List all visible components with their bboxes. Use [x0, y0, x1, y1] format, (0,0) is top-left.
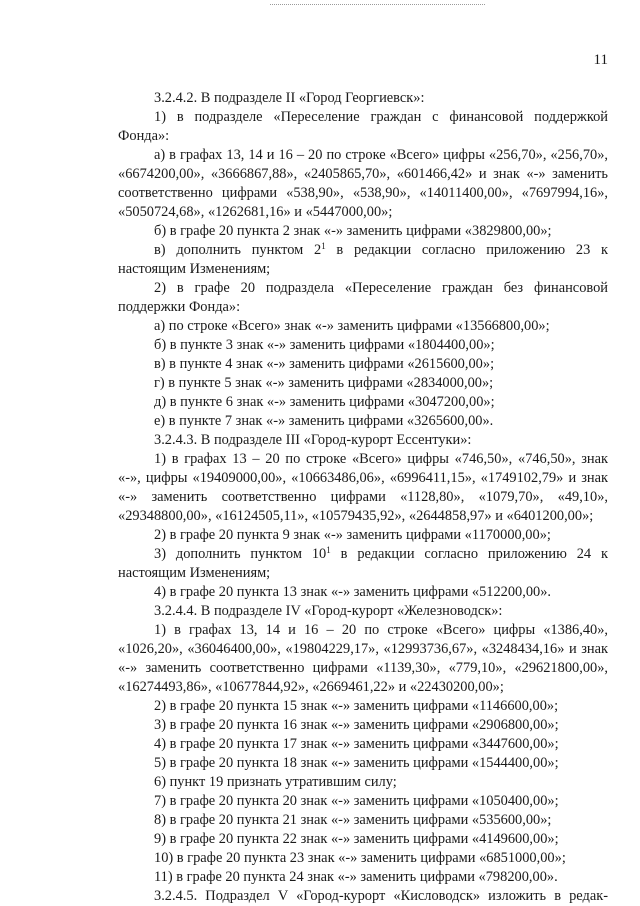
paragraph-text: 2) в графе 20 пункта 9 знак «-» заменить цифрами «1170000,00»;	[154, 527, 551, 543]
paragraph	[118, 811, 608, 830]
paragraph-text: 2) в графе 20 подраздела «Переселение граждан без финансовой поддержки Фонда»:	[118, 280, 608, 315]
paragraph-text: 3.2.4.4. В подразделе IV «Город-курорт «Железноводск»:	[154, 603, 503, 619]
paragraph	[118, 412, 608, 431]
paragraph	[118, 355, 608, 374]
paragraph	[118, 716, 608, 735]
paragraph-text: 2) в графе 20 пункта 15 знак «-» заменить цифрами «1146600,00»;	[154, 698, 559, 714]
paragraph-text: б) в графе 20 пункта 2 знак «-» заменить цифрами «3829800,00»;	[154, 223, 552, 239]
paragraph-text: 1) в подразделе «Переселение граждан с финансовой поддержкой Фонда»:	[118, 109, 608, 144]
paragraph-text: в) в пункте 4 знак «-» заменить цифрами «2615600,00»;	[154, 356, 495, 372]
superscript: 1	[321, 241, 326, 251]
paragraph	[118, 545, 608, 583]
paragraph	[118, 108, 608, 146]
paragraph-text: е) в пункте 7 знак «-» заменить цифрами «3265600,00».	[154, 413, 494, 429]
paragraph	[118, 431, 608, 450]
paragraph	[118, 602, 608, 621]
header-rule	[270, 4, 485, 5]
paragraph	[118, 450, 608, 526]
paragraph-text: 3.2.4.2. В подразделе II «Город Георгиевск»:	[154, 90, 425, 106]
paragraph	[118, 146, 608, 222]
paragraph	[118, 792, 608, 811]
paragraph	[118, 336, 608, 355]
paragraph	[118, 526, 608, 545]
paragraph-text: в) дополнить пунктом 2	[154, 242, 322, 258]
page-number: 11	[593, 52, 608, 68]
paragraph-text: 3) дополнить пунктом 10	[154, 546, 327, 562]
paragraph	[118, 393, 608, 412]
paragraph-text: 3) в графе 20 пункта 16 знак «-» заменить цифрами «2906800,00»;	[154, 717, 559, 733]
paragraph	[118, 735, 608, 754]
paragraph	[118, 374, 608, 393]
paragraph-text: 1) в графах 13, 14 и 16 – 20 по строке «Всего» цифры «1386,40», «1026,20», «36046400,00», «19804229,17», «12993736,67», «3248434,16» и знак «-» заменить соответственно цифрами «1139,30», «779,10», «29621800,00», «16274493,86», «10677844,92», «2669461,22» и «22430200,00»;	[118, 622, 608, 695]
paragraph-text: 3.2.4.3. В подразделе III «Город-курорт Ессентуки»:	[154, 432, 472, 448]
paragraph	[118, 887, 608, 906]
paragraph	[118, 754, 608, 773]
paragraph	[118, 830, 608, 849]
paragraph-text: а) в графах 13, 14 и 16 – 20 по строке «Всего» цифры «256,70», «256,70», «6674200,00», «3666867,88», «2405865,70», «601466,42» и знак «-» заменить соответственно цифрами «538,90», «538,90», «14011400,00», «7697994,16», «5050724,68», «1262681,16» и «5447000,00»;	[118, 147, 608, 220]
paragraph	[118, 317, 608, 336]
paragraph	[118, 583, 608, 602]
paragraph-text: 5) в графе 20 пункта 18 знак «-» заменить цифрами «1544400,00»;	[154, 755, 559, 771]
paragraph	[118, 868, 608, 887]
paragraph-text: г) в пункте 5 знак «-» заменить цифрами «2834000,00»;	[154, 375, 494, 391]
paragraph-text: 4) в графе 20 пункта 13 знак «-» заменить цифрами «512200,00».	[154, 584, 552, 600]
paragraph-text: 4) в графе 20 пункта 17 знак «-» заменить цифрами «3447600,00»;	[154, 736, 559, 752]
paragraph	[118, 241, 608, 279]
paragraph-text: 8) в графе 20 пункта 21 знак «-» заменить цифрами «535600,00»;	[154, 812, 552, 828]
paragraph	[118, 849, 608, 868]
paragraph	[118, 222, 608, 241]
paragraph-text: а) по строке «Всего» знак «-» заменить цифрами «13566800,00»;	[154, 318, 550, 334]
superscript: 1	[326, 545, 331, 555]
paragraph-text: 6) пункт 19 признать утратившим силу;	[154, 774, 397, 790]
paragraph-text: 10) в графе 20 пункта 23 знак «-» заменить цифрами «6851000,00»;	[154, 850, 566, 866]
paragraph	[118, 89, 608, 108]
paragraph-text-continued: в редакции согласно приложению 24 к настоящим Изменениям;	[118, 546, 608, 581]
paragraph	[118, 279, 608, 317]
paragraph-text: д) в пункте 6 знак «-» заменить цифрами «3047200,00»;	[154, 394, 495, 410]
paragraph-text: 9) в графе 20 пункта 22 знак «-» заменить цифрами «4149600,00»;	[154, 831, 559, 847]
paragraph-text: 1) в графах 13 – 20 по строке «Всего» цифры «746,50», «746,50», знак «-», цифры «19409000,00», «10663486,06», «6996411,15», «1749102,79» и знак «-» заменить соответственно цифрами «1128,80», «1079,70», «49,10», «29348800,00», «16124505,11», «10579435,92», «2644858,97» и «6401200,00»;	[118, 451, 608, 524]
paragraph-text: б) в пункте 3 знак «-» заменить цифрами «1804400,00»;	[154, 337, 495, 353]
paragraph	[118, 773, 608, 792]
paragraph-text: 11) в графе 20 пункта 24 знак «-» заменить цифрами «798200,00».	[154, 869, 558, 885]
paragraph	[118, 697, 608, 716]
paragraph-text-continued: в редакции согласно приложению 23 к настоящим Изменениям;	[118, 242, 608, 277]
paragraph-text: 7) в графе 20 пункта 20 знак «-» заменить цифрами «1050400,00»;	[154, 793, 559, 809]
paragraph	[118, 621, 608, 697]
document-body	[118, 89, 608, 906]
paragraph-text: 3.2.4.5. Подраздел V «Город-курорт «Кисловодск» изложить в редак-	[154, 888, 608, 904]
